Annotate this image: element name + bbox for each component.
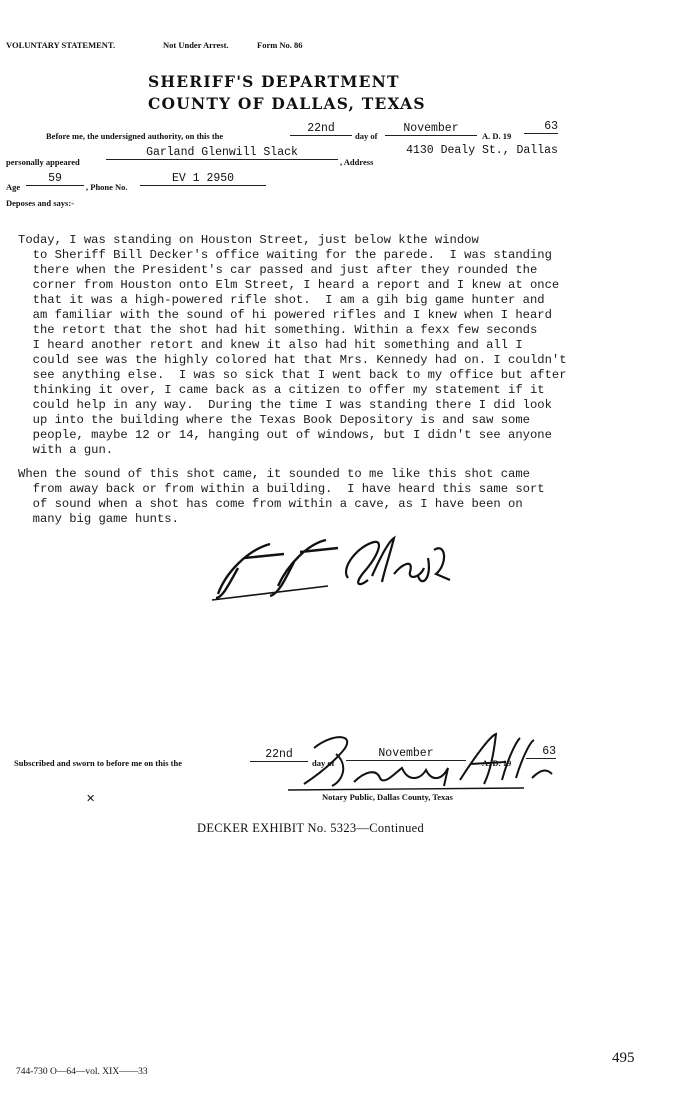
stray-mark: ✕: [86, 793, 96, 805]
sworn-ad-label: A. D. 19: [482, 758, 512, 768]
county-title: COUNTY OF DALLAS, TEXAS: [148, 94, 426, 113]
sworn-day-field: 22nd: [250, 748, 308, 762]
statement-paragraph-2: When the sound of this shot came, it sounded to me like this shot came from away back or from within a building. I have heard this same sort of sound when a shot has come from within a cave, as I have been on many big game hunts.: [18, 467, 545, 526]
department-title: SHERIFF'S DEPARTMENT: [148, 72, 400, 91]
name-field: Garland Glenwill Slack: [106, 146, 338, 160]
age-label: Age: [6, 182, 21, 192]
print-code: 744-730 O—64—vol. XIX——33: [16, 1067, 148, 1077]
sworn-day-of-label: day of: [312, 758, 335, 768]
month-field: November: [385, 122, 477, 136]
year-field: 63: [524, 120, 558, 134]
slack-signature: [208, 528, 458, 606]
phone-field: EV 1 2950: [140, 172, 266, 186]
notary-label: Notary Public, Dallas County, Texas: [322, 792, 453, 802]
age-field: 59: [26, 172, 84, 186]
deposes-label: Deposes and says:-: [6, 198, 75, 208]
voluntary-label: VOLUNTARY STATEMENT.: [6, 40, 116, 50]
day-field: 22nd: [290, 122, 352, 136]
subscribed-label: Subscribed and sworn to before me on this the: [14, 758, 182, 768]
ad-label: A. D. 19: [482, 131, 512, 141]
exhibit-caption: DECKER EXHIBIT No. 5323—Continued: [197, 821, 425, 835]
statement-paragraph-1: Today, I was standing on Houston Street, just below kthe window to Sheriff Bill Decker's office waiting for the parede. I was standing there when the President's car passed and just after they rounded the corner from Houston onto Elm Street, I heard a report and I knew at once that it was a high-powered rifle shot. I am a gih big game hunter and am familiar with the sound of hi powered rifles and I knew when I heard the retort that the shot had hit something. Within a fexx few seconds I heard another retort and knew it also had hit something and all I could see was the highly colored hat that Mrs. Kennedy had on. I couldn't see anything else. I was so sick that I went back to my office but after thinking it over, I came back as a citizen to offer my statement if it could help in any way. During the time I was standing there I did look up into the building where the Texas Book Depository is and saw some people, maybe 12 or 14, hanging out of windows, but I didn't see anyone with a gun.: [18, 233, 567, 457]
address-field: 4130 Dealy St., Dallas: [406, 144, 558, 157]
sworn-year-field: 63: [526, 745, 556, 759]
phone-label: , Phone No.: [86, 182, 128, 192]
address-label: , Address: [340, 157, 374, 167]
day-of-label: day of: [355, 131, 378, 141]
sworn-month-field: November: [346, 747, 466, 761]
personally-appeared-label: personally appeared: [6, 157, 80, 167]
not-under-arrest-label: Not Under Arrest.: [163, 40, 229, 50]
page-number: 495: [612, 1050, 635, 1066]
form-number: Form No. 86: [257, 40, 303, 50]
before-me-label: Before me, the undersigned authority, on this the: [46, 131, 224, 141]
notary-signature: [284, 728, 564, 794]
